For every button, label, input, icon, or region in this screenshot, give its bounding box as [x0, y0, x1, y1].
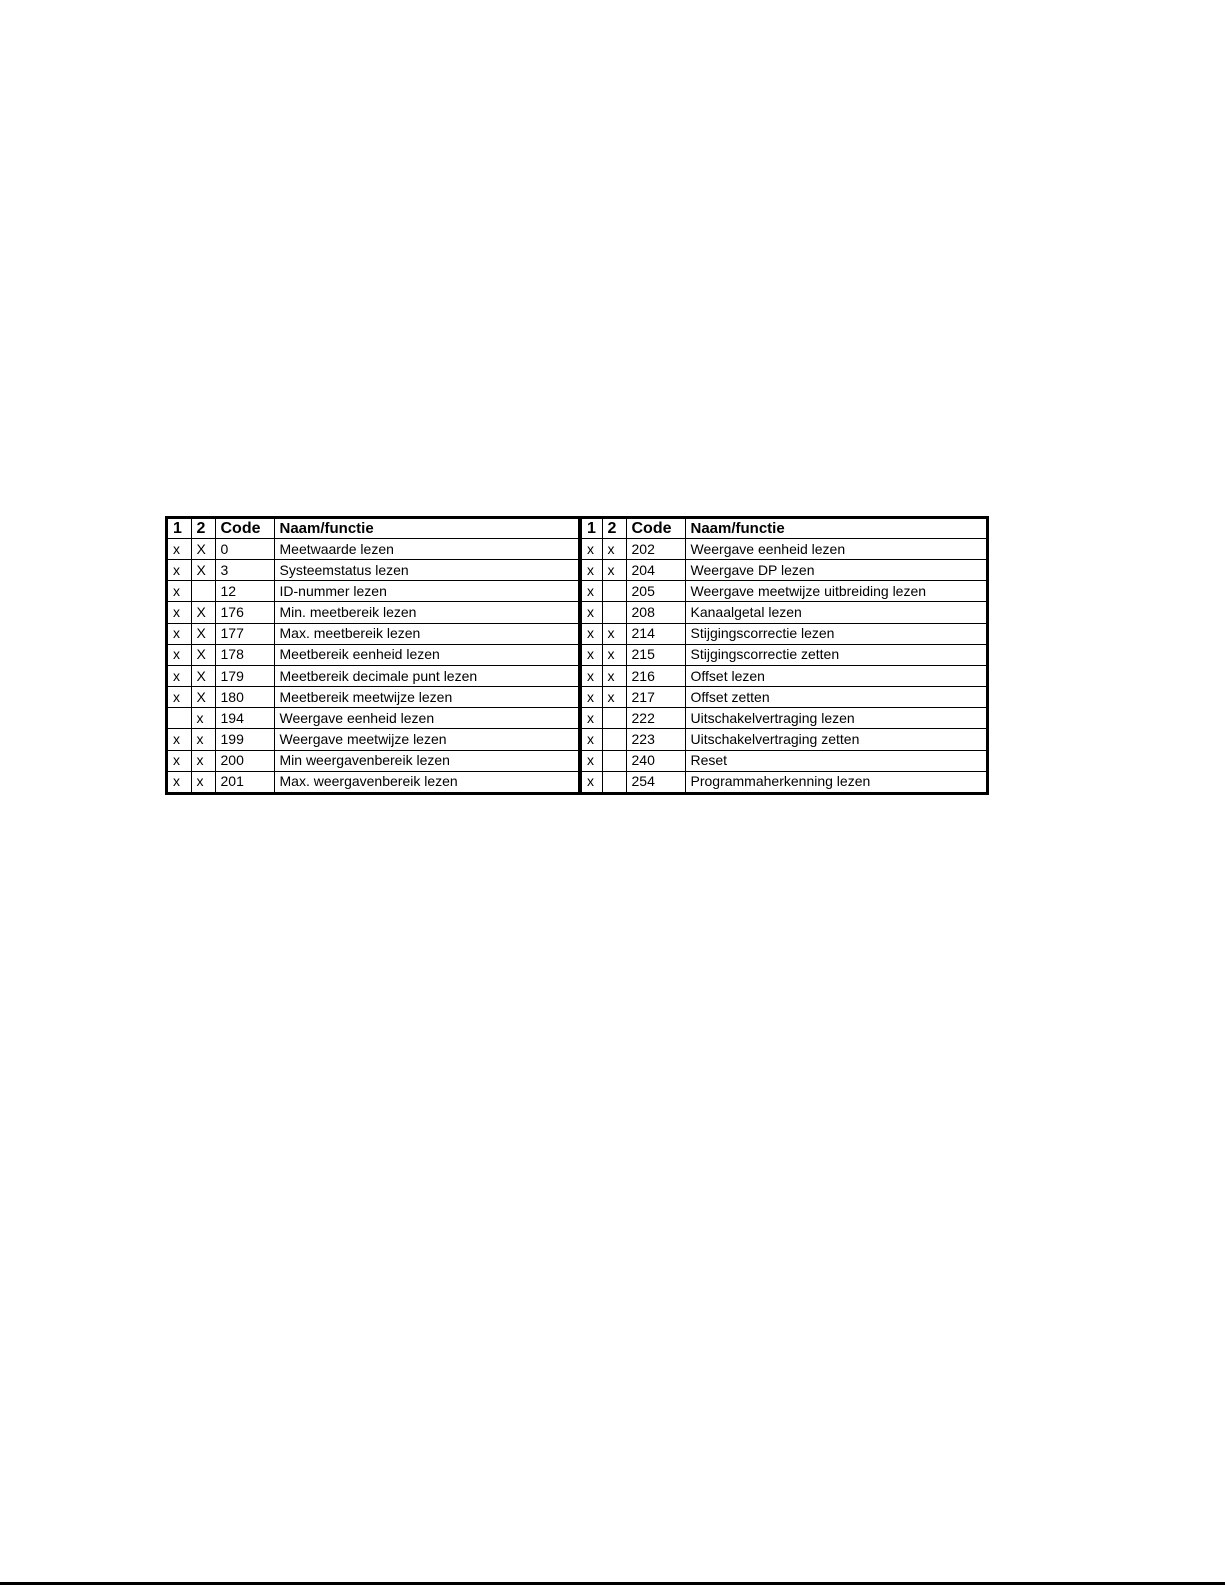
code-cell: 240	[626, 750, 685, 771]
col-1-header: 1	[582, 519, 602, 539]
mark-col-2: X	[191, 623, 215, 644]
table-row	[168, 581, 578, 602]
mark-col-2: x	[602, 687, 626, 708]
mark-col-1: x	[582, 665, 602, 686]
mark-col-1: x	[582, 602, 602, 623]
right-table	[582, 519, 986, 792]
code-cell: 12	[215, 581, 274, 602]
mark-col-1: x	[582, 560, 602, 581]
mark-col-2	[602, 771, 626, 792]
table-row	[582, 687, 986, 708]
code-header: Code	[215, 519, 274, 539]
mark-col-1: x	[168, 581, 191, 602]
table-row	[168, 539, 578, 560]
mark-col-2: x	[191, 750, 215, 771]
header-row	[582, 519, 986, 539]
mark-col-2: X	[191, 665, 215, 686]
table-row	[168, 623, 578, 644]
mark-col-2: x	[602, 644, 626, 665]
mark-col-1: x	[168, 665, 191, 686]
table-left-half	[168, 519, 578, 792]
table-row	[582, 729, 986, 750]
col-2-header: 2	[602, 519, 626, 539]
code-cell: 0	[215, 539, 274, 560]
mark-col-1: x	[582, 771, 602, 792]
mark-col-2	[602, 602, 626, 623]
mark-col-2: X	[191, 602, 215, 623]
naam-cell: Min. meetbereik lezen	[274, 602, 578, 623]
mark-col-2	[602, 581, 626, 602]
mark-col-1: x	[168, 729, 191, 750]
table-row	[168, 687, 578, 708]
code-cell: 3	[215, 560, 274, 581]
table-row	[582, 771, 986, 792]
table-row	[582, 539, 986, 560]
naam-cell: Weergave DP lezen	[685, 560, 986, 581]
table-row	[168, 644, 578, 665]
code-cell: 217	[626, 687, 685, 708]
table-row	[168, 729, 578, 750]
naam-cell: Meetbereik meetwijze lezen	[274, 687, 578, 708]
code-cell: 179	[215, 665, 274, 686]
naam-cell: Weergave meetwijze lezen	[274, 729, 578, 750]
naam-cell: Max. weergavenbereik lezen	[274, 771, 578, 792]
col-2-header: 2	[191, 519, 215, 539]
mark-col-1: x	[168, 771, 191, 792]
code-cell: 200	[215, 750, 274, 771]
naam-cell: Meetbereik eenheid lezen	[274, 644, 578, 665]
table-row	[168, 560, 578, 581]
table-row	[582, 602, 986, 623]
naam-cell: Programmaherkenning lezen	[685, 771, 986, 792]
left-table-body	[168, 539, 578, 793]
mark-col-1: x	[168, 539, 191, 560]
naam-cell: Uitschakelvertraging zetten	[685, 729, 986, 750]
function-code-table	[165, 516, 989, 795]
code-cell: 222	[626, 708, 685, 729]
code-cell: 194	[215, 708, 274, 729]
right-table-body	[582, 539, 986, 793]
col-1-header: 1	[168, 519, 191, 539]
code-cell: 204	[626, 560, 685, 581]
mark-col-1: x	[582, 539, 602, 560]
naam-cell: Min weergavenbereik lezen	[274, 750, 578, 771]
code-cell: 216	[626, 665, 685, 686]
code-cell: 180	[215, 687, 274, 708]
mark-col-1: x	[168, 560, 191, 581]
code-cell: 202	[626, 539, 685, 560]
naam-cell: Offset zetten	[685, 687, 986, 708]
table-right-half	[582, 519, 986, 792]
naam-cell: Offset lezen	[685, 665, 986, 686]
table-row	[582, 644, 986, 665]
code-cell: 215	[626, 644, 685, 665]
code-cell: 214	[626, 623, 685, 644]
code-cell: 178	[215, 644, 274, 665]
naam-cell: Weergave eenheid lezen	[274, 708, 578, 729]
mark-col-1: x	[582, 750, 602, 771]
mark-col-1: x	[582, 687, 602, 708]
naam-cell: Stijgingscorrectie zetten	[685, 644, 986, 665]
code-cell: 176	[215, 602, 274, 623]
mark-col-2: x	[602, 623, 626, 644]
mark-col-2: x	[602, 539, 626, 560]
naam-cell: Reset	[685, 750, 986, 771]
header-row	[168, 519, 578, 539]
table-row	[168, 708, 578, 729]
table-row	[168, 750, 578, 771]
mark-col-2: x	[602, 665, 626, 686]
left-table	[168, 519, 578, 792]
code-header: Code	[626, 519, 685, 539]
mark-col-1: x	[582, 729, 602, 750]
mark-col-1: x	[168, 623, 191, 644]
mark-col-2: X	[191, 687, 215, 708]
code-cell: 199	[215, 729, 274, 750]
naam-cell: Meetbereik decimale punt lezen	[274, 665, 578, 686]
mark-col-2: x	[191, 708, 215, 729]
naam-header: Naam/functie	[685, 519, 986, 539]
naam-cell: Meetwaarde lezen	[274, 539, 578, 560]
code-cell: 205	[626, 581, 685, 602]
naam-cell: Uitschakelvertraging lezen	[685, 708, 986, 729]
mark-col-2: x	[191, 771, 215, 792]
mark-col-1: x	[168, 750, 191, 771]
table-row	[582, 623, 986, 644]
mark-col-1: x	[582, 644, 602, 665]
mark-col-1: x	[582, 708, 602, 729]
table-row	[168, 771, 578, 792]
naam-cell: Kanaalgetal lezen	[685, 602, 986, 623]
naam-cell: Weergave eenheid lezen	[685, 539, 986, 560]
mark-col-2: x	[602, 560, 626, 581]
mark-col-1: x	[168, 602, 191, 623]
code-cell: 223	[626, 729, 685, 750]
naam-cell: Stijgingscorrectie lezen	[685, 623, 986, 644]
table-row	[582, 581, 986, 602]
mark-col-1: x	[582, 581, 602, 602]
code-cell: 208	[626, 602, 685, 623]
naam-cell: Systeemstatus lezen	[274, 560, 578, 581]
naam-cell: Max. meetbereik lezen	[274, 623, 578, 644]
mark-col-2	[602, 750, 626, 771]
mark-col-2: x	[191, 729, 215, 750]
naam-header: Naam/functie	[274, 519, 578, 539]
mark-col-2	[191, 581, 215, 602]
table-row	[168, 602, 578, 623]
code-cell: 177	[215, 623, 274, 644]
mark-col-2: X	[191, 539, 215, 560]
mark-col-1: x	[168, 687, 191, 708]
mark-col-2	[602, 729, 626, 750]
mark-col-1	[168, 708, 191, 729]
naam-cell: Weergave meetwijze uitbreiding lezen	[685, 581, 986, 602]
mark-col-2	[602, 708, 626, 729]
table-row	[168, 665, 578, 686]
naam-cell: ID-nummer lezen	[274, 581, 578, 602]
mark-col-1: x	[582, 623, 602, 644]
table-row	[582, 750, 986, 771]
code-cell: 254	[626, 771, 685, 792]
table-row	[582, 665, 986, 686]
table-row	[582, 708, 986, 729]
mark-col-1: x	[168, 644, 191, 665]
table-row	[582, 560, 986, 581]
mark-col-2: X	[191, 560, 215, 581]
mark-col-2: X	[191, 644, 215, 665]
code-cell: 201	[215, 771, 274, 792]
